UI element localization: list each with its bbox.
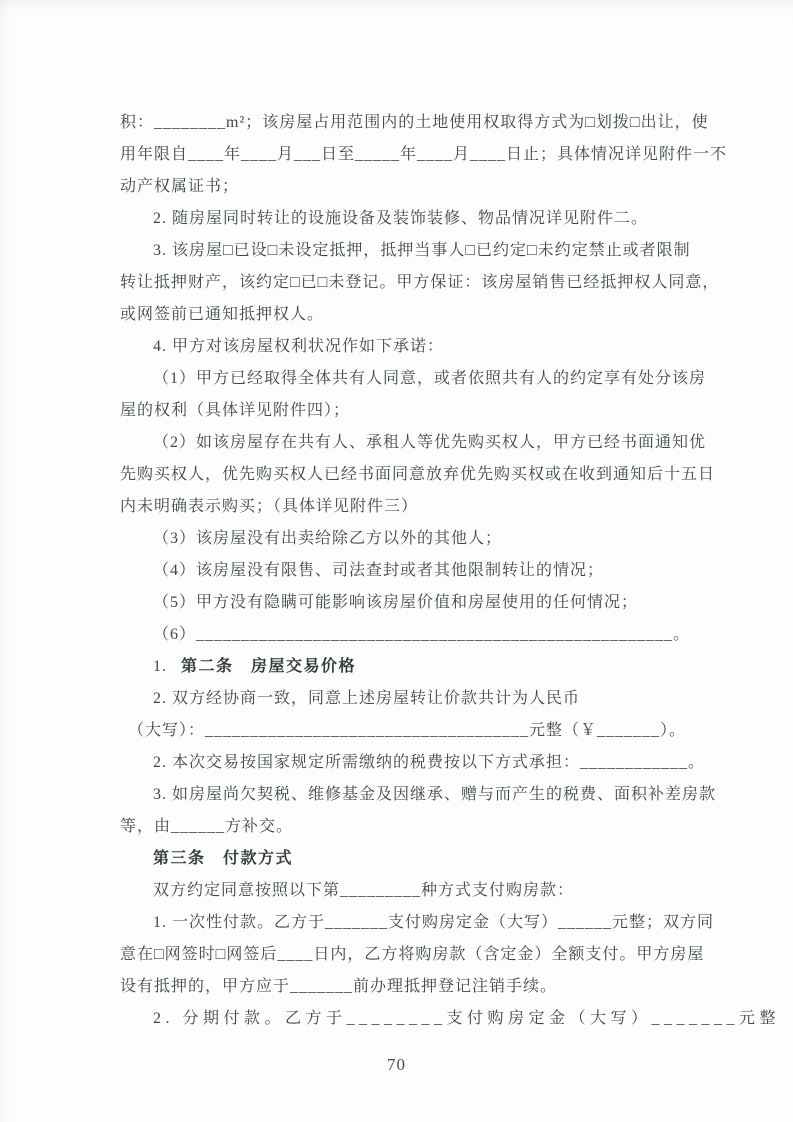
section-3-title: 第三条 付款方式: [153, 850, 294, 867]
promise-item-4: （4）该房屋没有限售、司法查封或者其他限制转让的情况；: [153, 562, 605, 579]
owed-tax-line: 3. 如房屋尚欠契税、维修基金及因继承、赠与而产生的税费、面积补差房款: [153, 786, 717, 803]
promise-item-2: （2）如该房屋存在共有人、承租人等优先购买权人，甲方已经书面通知优: [153, 434, 707, 451]
promise-item-5: （5）甲方没有隐瞒可能影响该房屋价值和房屋使用的任何情况；: [153, 594, 639, 611]
section-2-heading: [120, 651, 680, 683]
contract-body: [120, 107, 781, 1035]
section-3-heading: [120, 843, 680, 875]
clause-mortgage: 3. 该房屋□已设□未设定抵押，抵押当事人□已约定□未约定禁止或者限制: [153, 242, 691, 259]
clause-mortgage-continuation: 转让抵押财产，该约定□已□未登记。甲方保证：该房屋销售已经抵押权人同意，: [120, 274, 720, 291]
contract-line-land-term: 用年限自____年____月___日至_____年____月____日止；具体情况详见附件一不: [120, 146, 728, 163]
lump-sum-payment-line: 1. 一次性付款。乙方于_______支付购房定金（大写）______元整；双方同: [153, 914, 715, 931]
promise-item-2-end: 内未明确表示购买；（具体详见附件三）: [120, 498, 419, 515]
contract-line-certificate: 动产权属证书；: [120, 178, 240, 195]
promise-item-2-continuation: 先购买权人，优先购买权人已经书面同意放弃优先购买权或在收到通知后十五日: [120, 466, 716, 483]
owed-tax-continuation: 等，由______方补交。: [120, 818, 294, 835]
price-agreement-line: 2. 双方经协商一致，同意上述房屋转让价款共计为人民币: [153, 690, 581, 707]
page-number: 70: [387, 1055, 406, 1074]
installment-payment-line: 2. 分期付款。乙方于________支付购房定金（大写）_______元整: [153, 1010, 781, 1027]
payment-method-choice: 双方约定同意按照以下第_________种方式支付购房款：: [153, 882, 575, 899]
lump-sum-continuation: 意在□网签时□网签后____日内，乙方将购房款（含定金）全额支付。甲方房屋: [120, 946, 705, 963]
promise-item-3: （3）该房屋没有出卖给除乙方以外的其他人；: [153, 530, 503, 547]
section-2-number: 1.: [153, 658, 167, 675]
contract-line-area-continuation: 积：________m²；该房屋占用范围内的土地使用权取得方式为□划拨□出让，使: [120, 114, 709, 131]
tax-burden-line: 2. 本次交易按国家规定所需缴纳的税费按以下方式承担：____________。: [153, 754, 706, 771]
section-2-title: 第二条 房屋交易价格: [181, 658, 357, 675]
promise-item-1-continuation: 屋的权利（具体详见附件四）；: [120, 402, 351, 419]
clause-facilities: 2. 随房屋同时转让的设施设备及装饰装修、物品情况详见附件二。: [153, 210, 649, 227]
price-in-words-blank: （大写）：____________________________________元整（￥_______）。: [128, 722, 687, 739]
lump-sum-end: 设有抵押的，甲方应于_______前办理抵押登记注销手续。: [120, 978, 558, 995]
promise-item-6-blank: （6）_____________________________________________________。: [153, 626, 691, 643]
promise-item-1: （1）甲方已经取得全体共有人同意，或者依照共有人的约定享有处分该房: [153, 370, 707, 387]
clause-mortgage-end: 或网签前已通知抵押权人。: [120, 306, 325, 323]
clause-rights-promise: 4. 甲方对该房屋权利状况作如下承诺：: [153, 338, 445, 355]
